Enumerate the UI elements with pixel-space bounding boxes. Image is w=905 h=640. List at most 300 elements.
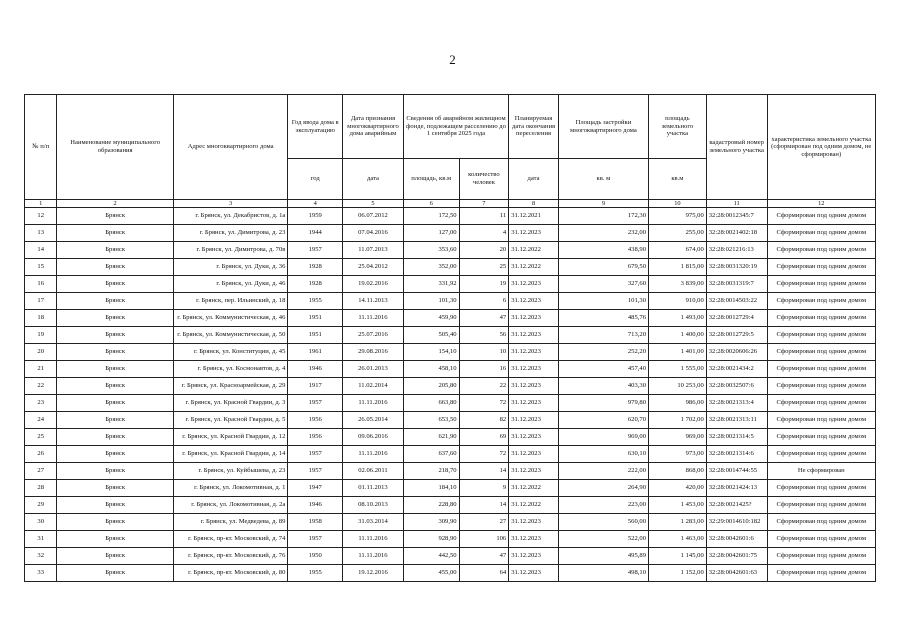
table-row (25, 463, 876, 480)
column-number: 3 (173, 200, 287, 208)
year-cell: 1946 (288, 497, 343, 514)
land-area-cell: 1 401,00 (649, 344, 707, 361)
column-number: 11 (706, 200, 767, 208)
recognition-date-cell: 11.11.2016 (343, 446, 404, 463)
land-area-cell: 1 152,00 (649, 565, 707, 582)
row-number: 27 (25, 463, 57, 480)
table-row (25, 429, 876, 446)
recognition-date-cell: 29.08.2016 (343, 344, 404, 361)
address-cell: г. Брянск, ул. Красноармейская, д. 29 (173, 378, 287, 395)
cadastral-cell: 32:28:0012729:5 (706, 327, 767, 344)
year-cell: 1959 (288, 208, 343, 225)
cadastral-cell: 32:28:0012345:7 (706, 208, 767, 225)
cadastral-cell: 32:28:0021434:2 (706, 361, 767, 378)
table-row (25, 310, 876, 327)
year-cell: 1950 (288, 548, 343, 565)
column-number: 2 (57, 200, 174, 208)
table-row (25, 548, 876, 565)
people-cell: 56 (459, 327, 509, 344)
building-area-cell: 223,00 (558, 497, 648, 514)
planned-date-cell: 31.12.2023 (509, 429, 559, 446)
recognition-date-cell: 25.07.2016 (343, 327, 404, 344)
recognition-date-cell: 08.10.2013 (343, 497, 404, 514)
land-description-cell: Сформирован под одним домом (767, 565, 875, 582)
area-cell: 352,00 (403, 259, 459, 276)
land-area-cell: 986,00 (649, 395, 707, 412)
col-header-land-area: площадь земельного участка (649, 95, 707, 159)
year-cell: 1944 (288, 225, 343, 242)
address-cell: г. Брянск, ул. Локомотивная, д. 2а (173, 497, 287, 514)
area-cell: 184,10 (403, 480, 459, 497)
cadastral-cell: 32:28:0032507:6 (706, 378, 767, 395)
recognition-date-cell: 11.11.2016 (343, 531, 404, 548)
building-area-cell: 713,20 (558, 327, 648, 344)
row-number: 18 (25, 310, 57, 327)
land-description-cell: Сформирован под одним домом (767, 208, 875, 225)
land-area-cell: 420,00 (649, 480, 707, 497)
table-row (25, 531, 876, 548)
people-cell: 16 (459, 361, 509, 378)
building-area-cell: 327,60 (558, 276, 648, 293)
row-number: 31 (25, 531, 57, 548)
area-cell: 154,10 (403, 344, 459, 361)
row-number: 33 (25, 565, 57, 582)
cadastral-cell: 32:28:0014744:55 (706, 463, 767, 480)
table-row (25, 514, 876, 531)
area-cell: 505,40 (403, 327, 459, 344)
land-area-cell: 969,00 (649, 429, 707, 446)
table-row (25, 480, 876, 497)
people-cell: 25 (459, 259, 509, 276)
table-row (25, 446, 876, 463)
land-description-cell: Сформирован под одним домом (767, 327, 875, 344)
municipality-cell: Брянск (57, 446, 174, 463)
recognition-date-cell: 11.02.2014 (343, 378, 404, 395)
cadastral-cell: 32:28:0021402:18 (706, 225, 767, 242)
land-description-cell: Сформирован под одним домом (767, 395, 875, 412)
cadastral-cell: 32:29:0014610:182 (706, 514, 767, 531)
address-cell: г. Брянск, ул. Конституции, д. 45 (173, 344, 287, 361)
land-description-cell: Сформирован под одним домом (767, 361, 875, 378)
municipality-cell: Брянск (57, 378, 174, 395)
recognition-date-cell: 26.01.2013 (343, 361, 404, 378)
planned-date-cell: 31.12.2023 (509, 361, 559, 378)
table-row (25, 344, 876, 361)
people-cell: 4 (459, 225, 509, 242)
col-header-emergency-info: Сведения об аварийном жилищном фонде, подлежащем расселению до 1 сентября 2025 года (403, 95, 508, 159)
recognition-date-cell: 31.03.2014 (343, 514, 404, 531)
area-cell: 101,30 (403, 293, 459, 310)
col-header-recognition-date: Дата признания многоквартирного дома аварийным (343, 95, 404, 159)
recognition-date-cell: 19.12.2016 (343, 565, 404, 582)
people-cell: 19 (459, 276, 509, 293)
land-area-cell: 1 463,00 (649, 531, 707, 548)
municipality-cell: Брянск (57, 463, 174, 480)
land-description-cell: Сформирован под одним домом (767, 378, 875, 395)
address-cell: г. Брянск, пр-кт. Московский, д. 80 (173, 565, 287, 582)
planned-date-cell: 31.12.2023 (509, 395, 559, 412)
land-description-cell: Сформирован под одним домом (767, 548, 875, 565)
year-cell: 1951 (288, 310, 343, 327)
planned-date-cell: 31.12.2023 (509, 276, 559, 293)
municipality-cell: Брянск (57, 276, 174, 293)
land-description-cell: Сформирован под одним домом (767, 276, 875, 293)
recognition-date-cell: 19.02.2016 (343, 276, 404, 293)
municipality-cell: Брянск (57, 429, 174, 446)
year-cell: 1957 (288, 242, 343, 259)
area-cell: 205,80 (403, 378, 459, 395)
row-number: 17 (25, 293, 57, 310)
municipality-cell: Брянск (57, 395, 174, 412)
people-cell: 14 (459, 497, 509, 514)
col-header-cadastral: кадастровый номер земельного участка (706, 95, 767, 200)
land-area-cell: 975,00 (649, 208, 707, 225)
recognition-date-cell: 07.04.2016 (343, 225, 404, 242)
address-cell: г. Брянск, ул. Космонавтов, д. 4 (173, 361, 287, 378)
address-cell: г. Брянск, ул. Дуки, д. 46 (173, 276, 287, 293)
year-cell: 1955 (288, 293, 343, 310)
col-header-address: Адрес многоквартирного дома (173, 95, 287, 200)
land-description-cell: Сформирован под одним домом (767, 293, 875, 310)
land-area-cell: 1 702,00 (649, 412, 707, 429)
year-cell: 1947 (288, 480, 343, 497)
area-cell: 218,70 (403, 463, 459, 480)
cadastral-cell: 32:28:0042601:63 (706, 565, 767, 582)
land-description-cell: Сформирован под одним домом (767, 310, 875, 327)
year-cell: 1957 (288, 463, 343, 480)
building-area-cell: 252,20 (558, 344, 648, 361)
area-cell: 653,50 (403, 412, 459, 429)
cadastral-cell: 32:28:0021314:5 (706, 429, 767, 446)
column-number-row (25, 200, 876, 208)
cadastral-cell: 32:28:0021313:4 (706, 395, 767, 412)
area-cell: 455,00 (403, 565, 459, 582)
planned-date-cell: 31.12.2023 (509, 548, 559, 565)
cadastral-cell: 32:28:0020606:26 (706, 344, 767, 361)
building-area-cell: 264,90 (558, 480, 648, 497)
recognition-date-cell: 25.04.2012 (343, 259, 404, 276)
year-cell: 1958 (288, 514, 343, 531)
building-area-cell: 457,40 (558, 361, 648, 378)
col-header-municipality: Наименование муниципального образования (57, 95, 174, 200)
cadastral-cell: 32:28:0021313:11 (706, 412, 767, 429)
address-cell: г. Брянск, ул. Коммунистическая, д. 50 (173, 327, 287, 344)
planned-date-cell: 31.12.2022 (509, 242, 559, 259)
cadastral-cell: 32:28:0031320:19 (706, 259, 767, 276)
table-body (25, 208, 876, 582)
recognition-date-cell: 11.11.2016 (343, 395, 404, 412)
table-row (25, 361, 876, 378)
area-cell: 228,80 (403, 497, 459, 514)
year-cell: 1917 (288, 378, 343, 395)
people-cell: 9 (459, 480, 509, 497)
land-description-cell: Сформирован под одним домом (767, 480, 875, 497)
row-number: 28 (25, 480, 57, 497)
column-number: 8 (509, 200, 559, 208)
cadastral-cell: 32:28:0031319:7 (706, 276, 767, 293)
people-cell: 22 (459, 378, 509, 395)
address-cell: г. Брянск, ул. Красной Гвардии, д. 12 (173, 429, 287, 446)
cadastral-cell: 32:28:0021424:13 (706, 480, 767, 497)
planned-date-cell: 31.12.2023 (509, 565, 559, 582)
table-row (25, 208, 876, 225)
col-header-building-area: Площадь застройки многоквартирного дома (558, 95, 648, 159)
area-cell: 459,90 (403, 310, 459, 327)
planned-date-cell: 31.12.2022 (509, 259, 559, 276)
planned-date-cell: 31.12.2021 (509, 208, 559, 225)
building-area-cell: 495,89 (558, 548, 648, 565)
land-area-cell: 3 839,00 (649, 276, 707, 293)
municipality-cell: Брянск (57, 480, 174, 497)
subheader-year: год (288, 159, 343, 200)
land-area-cell: 868,00 (649, 463, 707, 480)
cadastral-cell: 32:28:0021314:6 (706, 446, 767, 463)
column-number: 4 (288, 200, 343, 208)
year-cell: 1928 (288, 276, 343, 293)
subheader-land-sqm: кв.м (649, 159, 707, 200)
people-cell: 69 (459, 429, 509, 446)
subheader-people: количество человек (459, 159, 509, 200)
area-cell: 127,00 (403, 225, 459, 242)
building-area-cell: 101,30 (558, 293, 648, 310)
planned-date-cell: 31.12.2022 (509, 480, 559, 497)
people-cell: 64 (459, 565, 509, 582)
land-area-cell: 1 400,00 (649, 327, 707, 344)
land-area-cell: 255,00 (649, 225, 707, 242)
page-number: 2 (449, 52, 456, 67)
address-cell: г. Брянск, пр-кт. Московский, д. 74 (173, 531, 287, 548)
building-area-cell: 172,30 (558, 208, 648, 225)
building-area-cell: 620,70 (558, 412, 648, 429)
building-area-cell: 679,50 (558, 259, 648, 276)
area-cell: 172,50 (403, 208, 459, 225)
cadastral-cell: 32:28:0042601:6 (706, 531, 767, 548)
land-area-cell: 910,00 (649, 293, 707, 310)
recognition-date-cell: 11.11.2016 (343, 548, 404, 565)
land-area-cell: 1 555,00 (649, 361, 707, 378)
building-area-cell: 522,00 (558, 531, 648, 548)
table-row (25, 412, 876, 429)
area-cell: 637,60 (403, 446, 459, 463)
people-cell: 82 (459, 412, 509, 429)
building-area-cell: 630,10 (558, 446, 648, 463)
area-cell: 458,10 (403, 361, 459, 378)
people-cell: 20 (459, 242, 509, 259)
address-cell: г. Брянск, ул. Медведева, д. 89 (173, 514, 287, 531)
building-area-cell: 485,76 (558, 310, 648, 327)
land-area-cell: 1 493,00 (649, 310, 707, 327)
col-header-land-description: характеристика земельного участка (сформирован под одним домом, не сформирован) (767, 95, 875, 200)
column-number: 7 (459, 200, 509, 208)
year-cell: 1957 (288, 395, 343, 412)
municipality-cell: Брянск (57, 344, 174, 361)
land-description-cell: Сформирован под одним домом (767, 429, 875, 446)
recognition-date-cell: 02.06.2011 (343, 463, 404, 480)
address-cell: г. Брянск, ул. Коммунистическая, д. 46 (173, 310, 287, 327)
row-number: 16 (25, 276, 57, 293)
col-header-planned-end: Планируемая дата окончания переселения (509, 95, 559, 159)
cadastral-cell: 32:28:0021425? (706, 497, 767, 514)
row-number: 32 (25, 548, 57, 565)
area-cell: 309,90 (403, 514, 459, 531)
planned-date-cell: 31.12.2023 (509, 293, 559, 310)
land-description-cell: Сформирован под одним домом (767, 514, 875, 531)
people-cell: 14 (459, 463, 509, 480)
planned-date-cell: 31.12.2023 (509, 463, 559, 480)
land-description-cell: Сформирован под одним домом (767, 412, 875, 429)
land-area-cell: 1 453,00 (649, 497, 707, 514)
address-cell: г. Брянск, ул. Красной Гвардии, д. 14 (173, 446, 287, 463)
municipality-cell: Брянск (57, 310, 174, 327)
col-header-num: № п/п (25, 95, 57, 200)
subheader-plan-date: дата (509, 159, 559, 200)
row-number: 12 (25, 208, 57, 225)
planned-date-cell: 31.12.2022 (509, 497, 559, 514)
people-cell: 6 (459, 293, 509, 310)
address-cell: г. Брянск, ул. Димитрова, д. 70в (173, 242, 287, 259)
recognition-date-cell: 11.11.2016 (343, 310, 404, 327)
people-cell: 47 (459, 310, 509, 327)
municipality-cell: Брянск (57, 259, 174, 276)
planned-date-cell: 31.12.2023 (509, 310, 559, 327)
building-area-cell: 498,10 (558, 565, 648, 582)
year-cell: 1951 (288, 327, 343, 344)
address-cell: г. Брянск, ул. Локомотивная, д. 1 (173, 480, 287, 497)
table-row (25, 225, 876, 242)
people-cell: 72 (459, 395, 509, 412)
municipality-cell: Брянск (57, 361, 174, 378)
people-cell: 11 (459, 208, 509, 225)
row-number: 24 (25, 412, 57, 429)
address-cell: г. Брянск, ул. Декабристов, д. 1а (173, 208, 287, 225)
recognition-date-cell: 14.11.2013 (343, 293, 404, 310)
municipality-cell: Брянск (57, 327, 174, 344)
land-area-cell: 973,00 (649, 446, 707, 463)
table-row (25, 378, 876, 395)
land-area-cell: 1 145,00 (649, 548, 707, 565)
row-number: 19 (25, 327, 57, 344)
planned-date-cell: 31.12.2023 (509, 412, 559, 429)
row-number: 25 (25, 429, 57, 446)
municipality-cell: Брянск (57, 565, 174, 582)
land-description-cell: Сформирован под одним домом (767, 344, 875, 361)
column-number: 9 (558, 200, 648, 208)
row-number: 13 (25, 225, 57, 242)
land-description-cell: Сформирован под одним домом (767, 531, 875, 548)
people-cell: 106 (459, 531, 509, 548)
address-cell: г. Брянск, ул. Красной Гвардии, д. 3 (173, 395, 287, 412)
cadastral-cell: 32:28:021216:13 (706, 242, 767, 259)
table-row (25, 327, 876, 344)
municipality-cell: Брянск (57, 514, 174, 531)
planned-date-cell: 31.12.2023 (509, 327, 559, 344)
column-number: 6 (403, 200, 459, 208)
building-area-cell: 222,00 (558, 463, 648, 480)
land-description-cell: Сформирован под одним домом (767, 497, 875, 514)
planned-date-cell: 31.12.2023 (509, 514, 559, 531)
planned-date-cell: 31.12.2023 (509, 344, 559, 361)
land-area-cell: 10 253,00 (649, 378, 707, 395)
area-cell: 928,90 (403, 531, 459, 548)
municipality-cell: Брянск (57, 412, 174, 429)
year-cell: 1961 (288, 344, 343, 361)
emergency-housing-table (24, 94, 876, 582)
address-cell: г. Брянск, ул. Красной Гвардии, д. 5 (173, 412, 287, 429)
year-cell: 1956 (288, 429, 343, 446)
building-area-cell: 232,00 (558, 225, 648, 242)
people-cell: 47 (459, 548, 509, 565)
column-number: 10 (649, 200, 707, 208)
recognition-date-cell: 26.05.2014 (343, 412, 404, 429)
table-row (25, 276, 876, 293)
row-number: 15 (25, 259, 57, 276)
land-area-cell: 1 283,00 (649, 514, 707, 531)
column-number: 12 (767, 200, 875, 208)
land-description-cell: Сформирован под одним домом (767, 225, 875, 242)
row-number: 22 (25, 378, 57, 395)
row-number: 14 (25, 242, 57, 259)
table-row (25, 242, 876, 259)
year-cell: 1957 (288, 531, 343, 548)
planned-date-cell: 31.12.2023 (509, 446, 559, 463)
building-area-cell: 560,00 (558, 514, 648, 531)
area-cell: 442,50 (403, 548, 459, 565)
planned-date-cell: 31.12.2023 (509, 225, 559, 242)
municipality-cell: Брянск (57, 497, 174, 514)
row-number: 26 (25, 446, 57, 463)
recognition-date-cell: 06.07.2012 (343, 208, 404, 225)
land-description-cell: Сформирован под одним домом (767, 242, 875, 259)
cadastral-cell: 32:28:0042601:75 (706, 548, 767, 565)
address-cell: г. Брянск, пр-кт. Московский, д. 76 (173, 548, 287, 565)
subheader-building-sqm: кв. м (558, 159, 648, 200)
address-cell: г. Брянск, пер. Ильинский, д. 18 (173, 293, 287, 310)
people-cell: 72 (459, 446, 509, 463)
year-cell: 1957 (288, 446, 343, 463)
address-cell: г. Брянск, ул. Куйбышева, д. 23 (173, 463, 287, 480)
subheader-area: площадь, кв.м (403, 159, 459, 200)
area-cell: 663,80 (403, 395, 459, 412)
cadastral-cell: 32:28:0014503:22 (706, 293, 767, 310)
area-cell: 331,92 (403, 276, 459, 293)
year-cell: 1956 (288, 412, 343, 429)
table-row (25, 497, 876, 514)
row-number: 23 (25, 395, 57, 412)
municipality-cell: Брянск (57, 293, 174, 310)
people-cell: 27 (459, 514, 509, 531)
municipality-cell: Брянск (57, 548, 174, 565)
table-row (25, 293, 876, 310)
land-area-cell: 674,00 (649, 242, 707, 259)
year-cell: 1928 (288, 259, 343, 276)
table-row (25, 565, 876, 582)
row-number: 21 (25, 361, 57, 378)
municipality-cell: Брянск (57, 531, 174, 548)
land-area-cell: 1 815,00 (649, 259, 707, 276)
year-cell: 1946 (288, 361, 343, 378)
cadastral-cell: 32:28:0012729:4 (706, 310, 767, 327)
land-description-cell: Не сформирован (767, 463, 875, 480)
people-cell: 10 (459, 344, 509, 361)
address-cell: г. Брянск, ул. Дуки, д. 36 (173, 259, 287, 276)
year-cell: 1955 (288, 565, 343, 582)
building-area-cell: 969,00 (558, 429, 648, 446)
column-number: 5 (343, 200, 404, 208)
area-cell: 353,60 (403, 242, 459, 259)
table-row (25, 259, 876, 276)
row-number: 30 (25, 514, 57, 531)
recognition-date-cell: 01.11.2013 (343, 480, 404, 497)
